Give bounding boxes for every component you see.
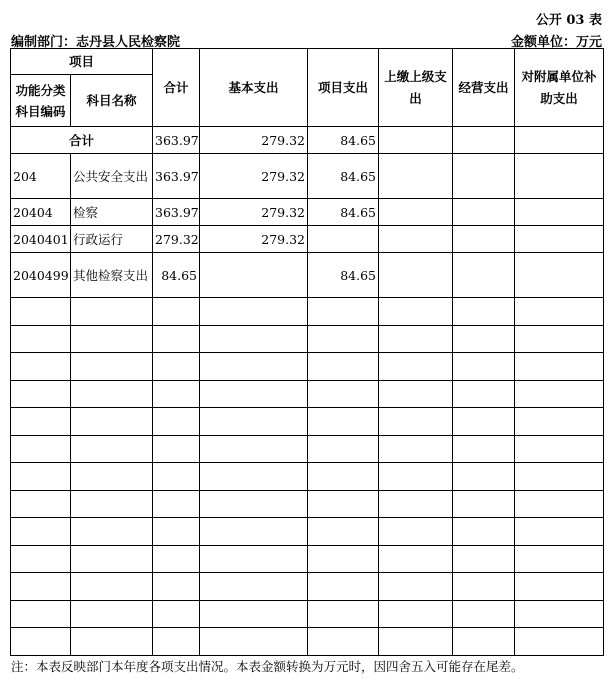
empty-cell [308, 600, 379, 628]
table-body [11, 127, 604, 656]
empty-cell [308, 545, 379, 573]
empty-row [11, 298, 604, 326]
empty-cell [308, 573, 379, 601]
empty-cell [153, 518, 200, 546]
empty-cell [379, 490, 453, 518]
row-remit-upper [379, 226, 453, 253]
total-row-project: 84.65 [308, 127, 379, 154]
total-row-subsidy [515, 127, 604, 154]
empty-cell [515, 573, 604, 601]
empty-cell [153, 490, 200, 518]
empty-cell [453, 545, 515, 573]
empty-cell [308, 628, 379, 656]
row-total: 84.65 [153, 253, 200, 298]
header-project: 项目支出 [308, 49, 379, 127]
row-project: 84.65 [308, 199, 379, 226]
total-row-business [453, 127, 515, 154]
department-label: 编制部门：志丹县人民检察院 [11, 35, 181, 50]
empty-cell [308, 518, 379, 546]
empty-cell [308, 490, 379, 518]
empty-cell [453, 518, 515, 546]
empty-cell [379, 518, 453, 546]
empty-cell [200, 408, 308, 436]
table-row [11, 199, 604, 226]
total-row-basic: 279.32 [200, 127, 308, 154]
empty-cell [515, 298, 604, 326]
empty-cell [515, 463, 604, 491]
empty-row [11, 325, 604, 353]
empty-cell [11, 380, 71, 408]
row-remit-upper [379, 199, 453, 226]
empty-cell [200, 518, 308, 546]
row-project: 84.65 [308, 253, 379, 298]
empty-cell [308, 298, 379, 326]
header-subject-name: 科目名称 [71, 75, 153, 127]
empty-cell [379, 408, 453, 436]
empty-cell [71, 463, 153, 491]
empty-cell [11, 628, 71, 656]
row-subsidy [515, 154, 604, 199]
empty-cell [11, 600, 71, 628]
empty-cell [453, 463, 515, 491]
footnote: 注：本表反映部门本年度各项支出情况。本表金额转换为万元时，因四舍五入可能存在尾差。 [11, 659, 524, 674]
empty-cell [200, 600, 308, 628]
empty-row [11, 380, 604, 408]
empty-cell [200, 353, 308, 381]
empty-cell [200, 463, 308, 491]
empty-row [11, 545, 604, 573]
row-basic: 279.32 [200, 199, 308, 226]
row-remit-upper [379, 253, 453, 298]
empty-cell [11, 435, 71, 463]
empty-cell [453, 408, 515, 436]
empty-cell [515, 600, 604, 628]
empty-cell [515, 518, 604, 546]
empty-cell [379, 353, 453, 381]
empty-cell [11, 298, 71, 326]
header-basic: 基本支出 [200, 49, 308, 127]
table-row [11, 253, 604, 298]
empty-cell [153, 600, 200, 628]
empty-cell [11, 463, 71, 491]
empty-cell [200, 628, 308, 656]
row-func-code: 20404 [11, 199, 71, 226]
empty-cell [71, 435, 153, 463]
empty-cell [515, 408, 604, 436]
table-row [11, 154, 604, 199]
empty-cell [71, 573, 153, 601]
empty-cell [515, 628, 604, 656]
empty-cell [153, 325, 200, 353]
empty-cell [11, 573, 71, 601]
empty-cell [153, 298, 200, 326]
empty-cell [453, 573, 515, 601]
row-func-code: 2040499 [11, 253, 71, 298]
empty-cell [71, 628, 153, 656]
empty-cell [308, 435, 379, 463]
empty-cell [379, 573, 453, 601]
empty-cell [453, 353, 515, 381]
row-business [453, 199, 515, 226]
row-business [453, 154, 515, 199]
empty-cell [11, 518, 71, 546]
row-subject-name: 行政运行 [71, 226, 153, 253]
empty-cell [11, 325, 71, 353]
empty-cell [200, 435, 308, 463]
empty-cell [153, 463, 200, 491]
row-subsidy [515, 199, 604, 226]
empty-cell [453, 600, 515, 628]
empty-cell [379, 298, 453, 326]
empty-cell [379, 380, 453, 408]
empty-cell [308, 463, 379, 491]
empty-cell [153, 573, 200, 601]
empty-cell [71, 490, 153, 518]
header-total: 合计 [153, 49, 200, 127]
empty-row [11, 463, 604, 491]
form-number: 公开 03 表 [535, 13, 602, 28]
empty-cell [71, 408, 153, 436]
empty-cell [11, 408, 71, 436]
total-row [11, 127, 604, 154]
empty-cell [453, 490, 515, 518]
empty-cell [379, 463, 453, 491]
empty-cell [71, 353, 153, 381]
empty-cell [515, 545, 604, 573]
row-basic: 279.32 [200, 226, 308, 253]
row-project [308, 226, 379, 253]
row-subsidy [515, 226, 604, 253]
row-subject-name: 检察 [71, 199, 153, 226]
amount-unit-label: 金额单位：万元 [510, 35, 602, 50]
row-subsidy [515, 253, 604, 298]
empty-cell [11, 353, 71, 381]
table-row [11, 226, 604, 253]
row-remit-upper [379, 154, 453, 199]
empty-cell [453, 380, 515, 408]
empty-cell [153, 628, 200, 656]
empty-cell [515, 325, 604, 353]
row-basic [200, 253, 308, 298]
empty-cell [200, 490, 308, 518]
row-total: 279.32 [153, 226, 200, 253]
row-basic: 279.32 [200, 154, 308, 199]
empty-cell [153, 408, 200, 436]
row-subject-name: 其他检察支出 [71, 253, 153, 298]
total-row-total: 363.97 [153, 127, 200, 154]
empty-cell [453, 325, 515, 353]
empty-cell [200, 573, 308, 601]
empty-cell [153, 545, 200, 573]
empty-cell [379, 325, 453, 353]
empty-cell [200, 298, 308, 326]
header-remit-upper: 上缴上级支出 [379, 49, 453, 127]
total-row-label: 合计 [11, 127, 153, 154]
empty-cell [71, 325, 153, 353]
empty-row [11, 628, 604, 656]
empty-cell [71, 380, 153, 408]
empty-cell [453, 628, 515, 656]
expenditure-table [10, 48, 604, 656]
empty-row [11, 435, 604, 463]
row-total: 363.97 [153, 199, 200, 226]
empty-cell [515, 380, 604, 408]
total-row-remit-upper [379, 127, 453, 154]
empty-cell [200, 545, 308, 573]
empty-cell [200, 380, 308, 408]
empty-cell [379, 628, 453, 656]
header-func-code: 功能分类科目编码 [11, 75, 71, 127]
empty-cell [515, 353, 604, 381]
empty-cell [308, 380, 379, 408]
row-subject-name: 公共安全支出 [71, 154, 153, 199]
row-total: 363.97 [153, 154, 200, 199]
empty-cell [308, 353, 379, 381]
header-subsidy: 对附属单位补助支出 [515, 49, 604, 127]
empty-cell [153, 380, 200, 408]
empty-row [11, 518, 604, 546]
empty-row [11, 408, 604, 436]
empty-cell [71, 518, 153, 546]
empty-cell [71, 545, 153, 573]
empty-cell [453, 435, 515, 463]
empty-cell [379, 600, 453, 628]
empty-cell [308, 325, 379, 353]
empty-cell [515, 435, 604, 463]
empty-cell [71, 600, 153, 628]
empty-cell [379, 435, 453, 463]
empty-row [11, 600, 604, 628]
row-func-code: 2040401 [11, 226, 71, 253]
row-business [453, 253, 515, 298]
header-business: 经营支出 [453, 49, 515, 127]
empty-cell [515, 490, 604, 518]
empty-cell [11, 490, 71, 518]
empty-cell [71, 298, 153, 326]
empty-cell [153, 353, 200, 381]
row-project: 84.65 [308, 154, 379, 199]
empty-cell [308, 408, 379, 436]
empty-cell [200, 325, 308, 353]
row-business [453, 226, 515, 253]
empty-cell [11, 545, 71, 573]
row-func-code: 204 [11, 154, 71, 199]
empty-row [11, 573, 604, 601]
header-item: 项目 [11, 49, 153, 75]
empty-cell [379, 545, 453, 573]
empty-cell [453, 298, 515, 326]
empty-row [11, 490, 604, 518]
empty-cell [153, 435, 200, 463]
empty-row [11, 353, 604, 381]
